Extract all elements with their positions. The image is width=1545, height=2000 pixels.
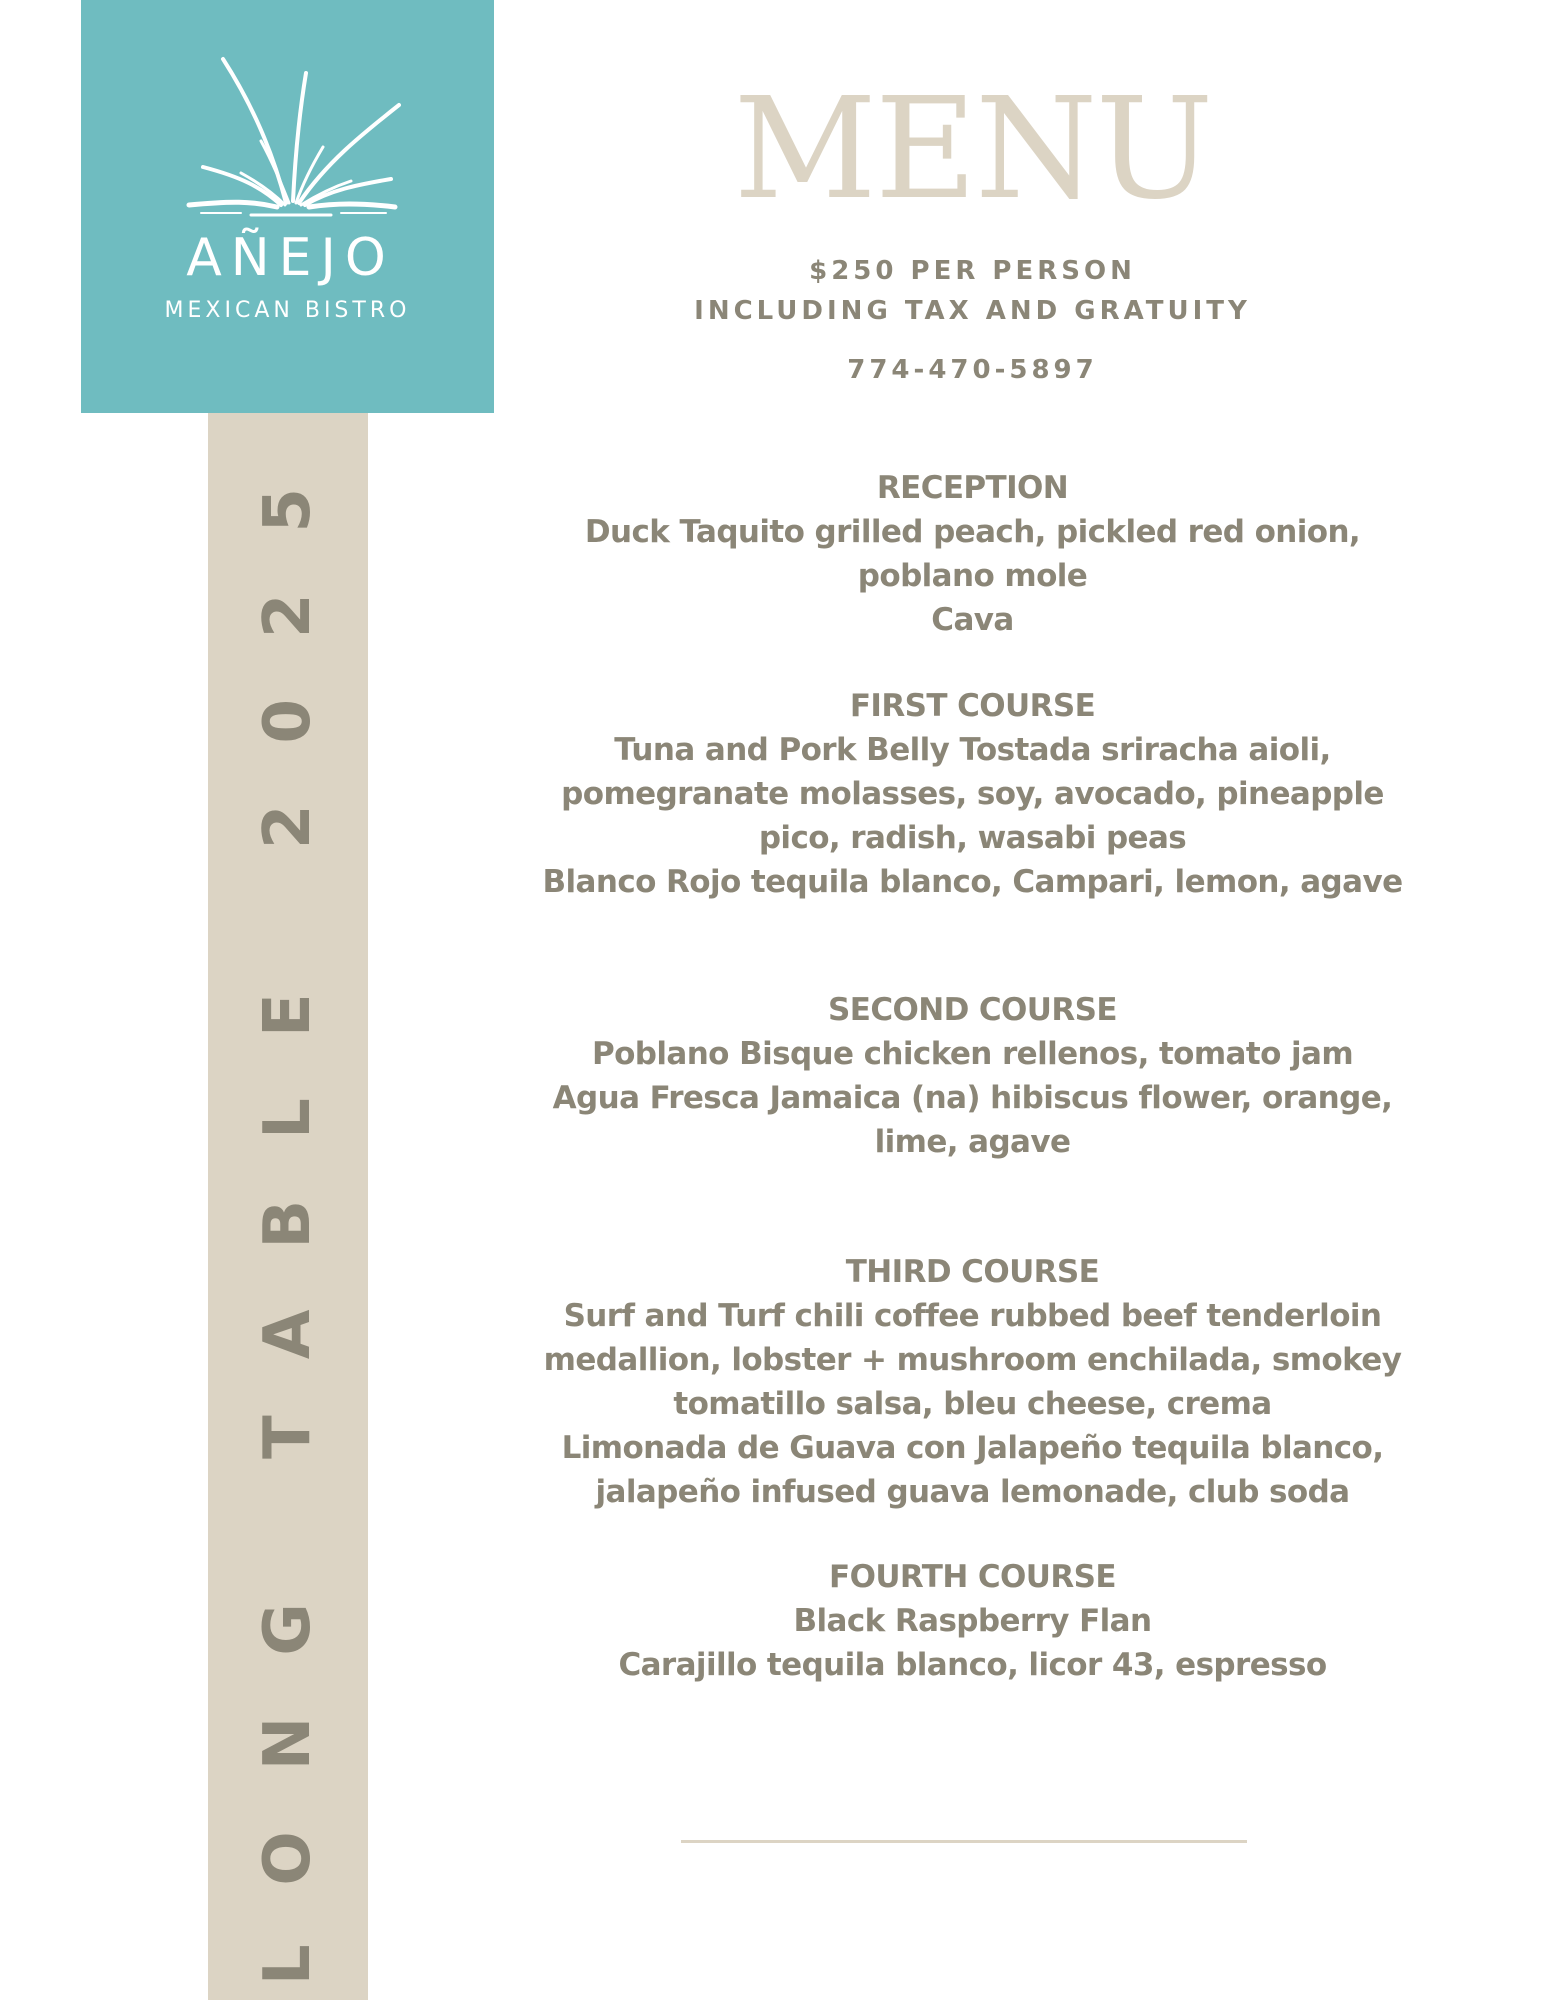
course-line: lime, agave (874, 1124, 1071, 1160)
side-banner-text: LONG TABLE 2025 (251, 426, 325, 1986)
course-line: pomegranate molasses, soy, avocado, pineapple (561, 776, 1384, 812)
agave-plant-icon (181, 55, 401, 225)
page-title: MENU (733, 68, 1212, 231)
course-line: Blanco Rojo tequila blanco, Campari, lemon, agave (542, 864, 1403, 900)
course-line: Poblano Bisque chicken rellenos, tomato jam (591, 1036, 1354, 1072)
course-heading: SECOND COURSE (828, 992, 1117, 1028)
phone-number: 774-470-5897 (847, 355, 1098, 385)
divider (681, 1840, 1247, 1843)
logo-subtitle: MEXICAN BISTRO (164, 298, 411, 323)
course-line: Limonada de Guava con Jalapeño tequila blanco, (561, 1430, 1384, 1466)
course-reception (500, 466, 1445, 642)
course-line: medallion, lobster + mushroom enchilada, smokey (543, 1342, 1402, 1378)
price-note: INCLUDING TAX AND GRATUITY (694, 296, 1251, 326)
course-fourth (500, 1555, 1445, 1687)
price-text: $250 PER PERSON (809, 256, 1136, 286)
logo (81, 0, 494, 413)
logo-name: AÑEJO (186, 228, 395, 288)
course-line: Agua Fresca Jamaica (na) hibiscus flower, orange, (552, 1080, 1393, 1116)
course-line: Duck Taquito grilled peach, pickled red onion, (584, 514, 1361, 550)
course-heading: FIRST COURSE (849, 688, 1096, 724)
side-banner (208, 413, 368, 2000)
course-first (500, 684, 1445, 904)
course-line: Cava (931, 602, 1014, 638)
course-third (500, 1250, 1445, 1514)
course-heading: THIRD COURSE (845, 1254, 1100, 1290)
course-line: Black Raspberry Flan (793, 1603, 1152, 1639)
course-heading: FOURTH COURSE (829, 1559, 1116, 1595)
course-line: Surf and Turf chili coffee rubbed beef tenderloin (563, 1298, 1382, 1334)
course-line: jalapeño infused guava lemonade, club soda (595, 1474, 1350, 1510)
course-line: tomatillo salsa, bleu cheese, crema (673, 1386, 1272, 1422)
course-line: Tuna and Pork Belly Tostada sriracha aioli, (614, 732, 1331, 768)
course-line: pico, radish, wasabi peas (758, 820, 1187, 856)
course-second (500, 988, 1445, 1164)
course-heading: RECEPTION (876, 470, 1069, 506)
course-line: poblano mole (857, 558, 1088, 594)
course-line: Carajillo tequila blanco, licor 43, espresso (618, 1647, 1327, 1683)
